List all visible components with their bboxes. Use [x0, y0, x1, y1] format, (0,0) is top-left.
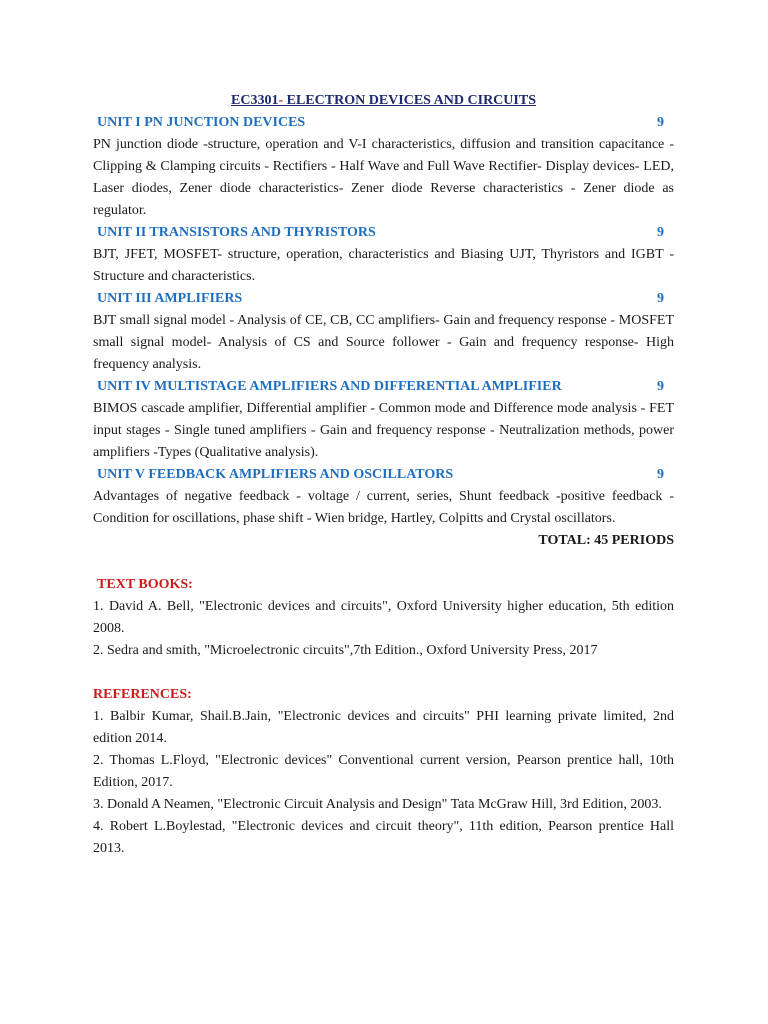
unit-1-heading	[93, 112, 674, 134]
unit-4-body: BIMOS cascade amplifier, Differential amplifier - Common mode and Difference mode analysis - FET input stages - Single tuned amplifiers - Gain and frequency response - Neutralization methods, power amplifiers -Types (Qualitative analysis).	[93, 401, 674, 460]
syllabus-page	[93, 90, 674, 860]
reference-item: 1. Balbir Kumar, Shail.B.Jain, "Electronic devices and circuits" PHI learning private limited, 2nd edition 2014.	[93, 709, 674, 746]
spacer	[93, 662, 674, 684]
course-title-dash: -	[278, 93, 284, 108]
reference-item: 2. Thomas L.Floyd, "Electronic devices" Conventional current version, Pearson prentice hall, 10th Edition, 2017.	[93, 753, 674, 790]
unit-1-title: UNIT I PN JUNCTION DEVICES	[97, 115, 306, 130]
unit-3-heading	[93, 288, 674, 310]
references-heading: REFERENCES:	[93, 687, 192, 702]
unit-5-body: Advantages of negative feedback - voltage / current, series, Shunt feedback -positive feedback - Condition for oscillations, phase shift - Wien bridge, Hartley, Colpitts and Crystal oscillators.	[93, 489, 674, 526]
text-book-item: 1. David A. Bell, "Electronic devices and circuits", Oxford University higher education, 5th edition 2008.	[93, 599, 674, 636]
unit-2-title: UNIT II TRANSISTORS AND THYRISTORS	[97, 225, 376, 240]
spacer	[93, 552, 674, 574]
unit-2-body: BJT, JFET, MOSFET- structure, operation, characteristics and Biasing UJT, Thyristors and IGBT - Structure and characteristics.	[93, 247, 674, 284]
unit-5-hours: 9	[657, 467, 664, 482]
unit-4-hours: 9	[657, 379, 664, 394]
unit-3-title: UNIT III AMPLIFIERS	[97, 291, 243, 306]
text-books-heading: TEXT BOOKS:	[97, 577, 193, 592]
course-title-text: ELECTRON DEVICES AND CIRCUITS	[283, 93, 536, 108]
unit-4-title: UNIT IV MULTISTAGE AMPLIFIERS AND DIFFERENTIAL AMPLIFIER	[97, 379, 562, 394]
reference-item: 4. Robert L.Boylestad, "Electronic devices and circuit theory", 11th edition, Pearson prentice Hall 2013.	[93, 819, 674, 856]
unit-1-hours: 9	[657, 115, 664, 130]
unit-5-title: UNIT V FEEDBACK AMPLIFIERS AND OSCILLATORS	[97, 467, 454, 482]
text-book-item: 2. Sedra and smith, "Microelectronic circuits",7th Edition., Oxford University Press, 2017	[93, 643, 598, 658]
course-title	[93, 90, 674, 112]
reference-item: 3. Donald A Neamen, "Electronic Circuit Analysis and Design" Tata McGraw Hill, 3rd Edition, 2003.	[93, 797, 662, 812]
total-periods: TOTAL: 45 PERIODS	[538, 533, 674, 548]
unit-2-hours: 9	[657, 225, 664, 240]
course-code: EC3301	[231, 93, 279, 108]
unit-3-body: BJT small signal model - Analysis of CE, CB, CC amplifiers- Gain and frequency response - MOSFET small signal model- Analysis of CS and Source follower - Gain and frequency response- High frequency analysis.	[93, 313, 674, 372]
unit-5-heading	[93, 464, 674, 486]
unit-3-hours: 9	[657, 291, 664, 306]
unit-4-heading	[93, 376, 674, 398]
unit-1-body: PN junction diode -structure, operation and V-I characteristics, diffusion and transition capacitance - Clipping & Clamping circuits - Rectifiers - Half Wave and Full Wave Rectifier- Display devices- LED, Laser diodes, Zener diode characteristics- Zener diode Reverse characteristics - Zener diode as regulator.	[93, 137, 674, 218]
unit-2-heading	[93, 222, 674, 244]
